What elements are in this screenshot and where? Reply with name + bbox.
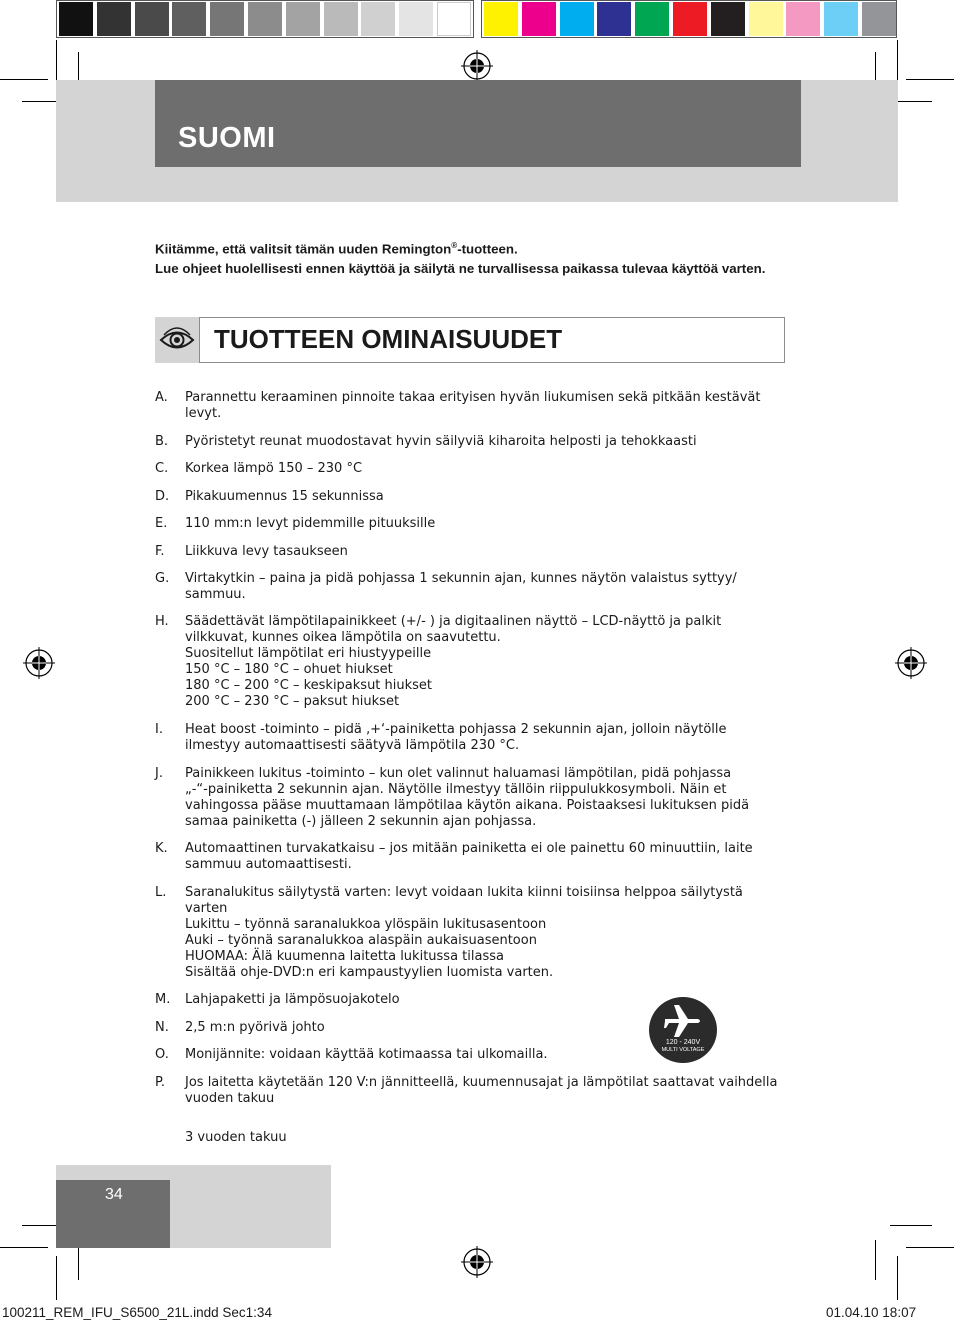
footer-file-info: 100211_REM_IFU_S6500_21L.indd Sec1:34 <box>2 1305 272 1320</box>
item-letter: L. <box>155 885 167 900</box>
crop-mark <box>56 1256 57 1300</box>
badge-voltage: 120 - 240V <box>665 1039 701 1046</box>
item-letter: M. <box>155 992 171 1007</box>
item-text: Säädettävät lämpötilapainikkeet (+/- ) ja digitaalinen näyttö – LCD-näyttö ja palkit vilkkuvat, kunnes oikea lämpötila on saavutettu. Suositellut lämpötilat eri hiustyypeille 150 °C – 180 °C – ohuet hiukset 180 °C – 200 °C – keskipaksut hiukset 200 °C – 230 °C – paksut hiukset <box>185 614 722 709</box>
item-text: 110 mm:n levyt pidemmille pituuksille <box>185 516 436 531</box>
page-number: 34 <box>105 1186 123 1203</box>
item-text: Saranalukitus säilytystä varten: levyt voidaan lukita kiinni toisiinsa helppoa säilytystä varten Lukittu – työnnä saranalukkoa ylöspäin lukitusasentoon Auki – työnnä saranalukkoa alaspäin aukaisuasentoon HUOMAA: Älä kuumenna laitetta lukitussa tilassa Sisältää ohje-DVD:n eri kampaustyylien luomista varten. <box>185 885 743 980</box>
item-text: Korkea lämpö 150 – 230 °C <box>185 461 363 476</box>
list-item <box>155 885 795 981</box>
item-letter: P. <box>155 1075 165 1090</box>
badge-label: MULTI VOLTAGE <box>661 1047 705 1053</box>
registration-mark-icon <box>461 50 493 82</box>
eye-icon <box>155 317 199 363</box>
list-item <box>155 516 795 532</box>
item-text: Automaattinen turvakatkaisu – jos mitään painiketta ei ole painettu 60 minuuttiin, laite sammuu automaattisesti. <box>185 841 753 872</box>
item-text: Lahjapaketti ja lämpösuojakotelo <box>185 992 400 1007</box>
item-text: Jos laitetta käytetään 120 V:n jännitteellä, kuumennusajat ja lämpötilat saattavat vaihdella vuoden takuu <box>185 1075 778 1106</box>
gray-bar-frame <box>56 0 474 38</box>
registration-mark-icon <box>895 647 927 679</box>
registration-mark-icon <box>461 1246 493 1278</box>
intro-text <box>155 236 795 279</box>
list-item <box>155 489 795 505</box>
multi-voltage-badge <box>649 997 717 1063</box>
crop-mark <box>0 1247 48 1248</box>
crop-mark <box>875 1240 876 1280</box>
item-text: Painikkeen lukitus -toiminto – kun olet valinnut haluamasi lämpötilan, pidä pohjassa „-“-painiketta 2 sekunnin ajan. Näytölle ilmestyy tällöin riippulukkosymboli. Näin et vahingossa pääse muuttamaan lämpötilaa käytön aikana. Poistaaksesi lukituksen pidä samaa painiketta (-) jälleen 2 sekunnin ajan pohjassa. <box>185 766 750 829</box>
section-title: TUOTTEEN OMINAISUUDET <box>214 324 563 354</box>
item-letter: F. <box>155 544 165 559</box>
item-letter: J. <box>155 766 163 781</box>
item-letter: C. <box>155 461 169 476</box>
item-text: Parannettu keraaminen pinnoite takaa erityisen hyvän liukumisen sekä pitkään kestävät levyt. <box>185 390 761 421</box>
intro-line-1 <box>155 236 795 259</box>
list-item <box>155 461 795 477</box>
item-letter: G. <box>155 571 170 586</box>
item-text: Monijännite: voidaan käyttää kotimaassa tai ulkomailla. <box>185 1047 548 1062</box>
intro-line-1-prefix: Kiitämme, että valitsit tämän uuden Remington <box>155 241 452 257</box>
warranty-text: 3 vuoden takuu <box>185 1130 287 1145</box>
page-title: SUOMI <box>178 122 276 154</box>
footer-date-time: 01.04.10 18:07 <box>826 1305 917 1320</box>
list-item <box>155 1075 815 1107</box>
crop-mark <box>906 79 954 80</box>
list-item <box>155 614 795 710</box>
list-item <box>155 434 795 450</box>
crop-mark <box>890 1225 932 1226</box>
item-letter: I. <box>155 722 163 737</box>
registration-mark-icon <box>23 647 55 679</box>
section-icon-box <box>155 317 200 363</box>
color-bar-frame <box>481 0 897 38</box>
item-text: Pikakuumennus 15 sekunnissa <box>185 489 384 504</box>
airplane-icon <box>663 1003 703 1039</box>
item-letter: A. <box>155 390 168 405</box>
item-letter: K. <box>155 841 168 856</box>
intro-line-2: Lue ohjeet huolellisesti ennen käyttöä ja säilytä ne turvallisessa paikassa tulevaa käyttöä varten. <box>155 261 766 277</box>
crop-mark <box>897 1256 898 1300</box>
item-letter: D. <box>155 489 170 504</box>
list-item <box>155 841 795 873</box>
item-letter: B. <box>155 434 169 449</box>
item-text: Pyöristetyt reunat muodostavat hyvin säilyviä kiharoita helposti ja tehokkaasti <box>185 434 697 449</box>
list-item <box>155 571 795 603</box>
item-letter: H. <box>155 614 169 629</box>
list-item <box>155 766 795 830</box>
list-item <box>155 544 795 560</box>
item-text: Liikkuva levy tasaukseen <box>185 544 348 559</box>
crop-mark <box>0 79 48 80</box>
item-letter: O. <box>155 1047 169 1062</box>
item-text: 2,5 m:n pyörivä johto <box>185 1020 325 1035</box>
item-text: Virtakytkin – paina ja pidä pohjassa 1 sekunnin ajan, kunnes näytön valaistus syttyy/ sammuu. <box>185 571 737 602</box>
item-text: Heat boost -toiminto – pidä ‚+‘-painiketta pohjassa 2 sekunnin ajan, jolloin näytölle ilmestyy automaattisesti säätyvä lämpötila 230 °C. <box>185 722 727 753</box>
item-letter: E. <box>155 516 168 531</box>
crop-mark <box>906 1247 954 1248</box>
list-item <box>155 722 795 754</box>
list-item <box>155 390 795 422</box>
item-letter: N. <box>155 1020 169 1035</box>
registered-mark: ® <box>451 241 458 250</box>
intro-line-1-suffix: -tuotteen. <box>457 241 518 257</box>
